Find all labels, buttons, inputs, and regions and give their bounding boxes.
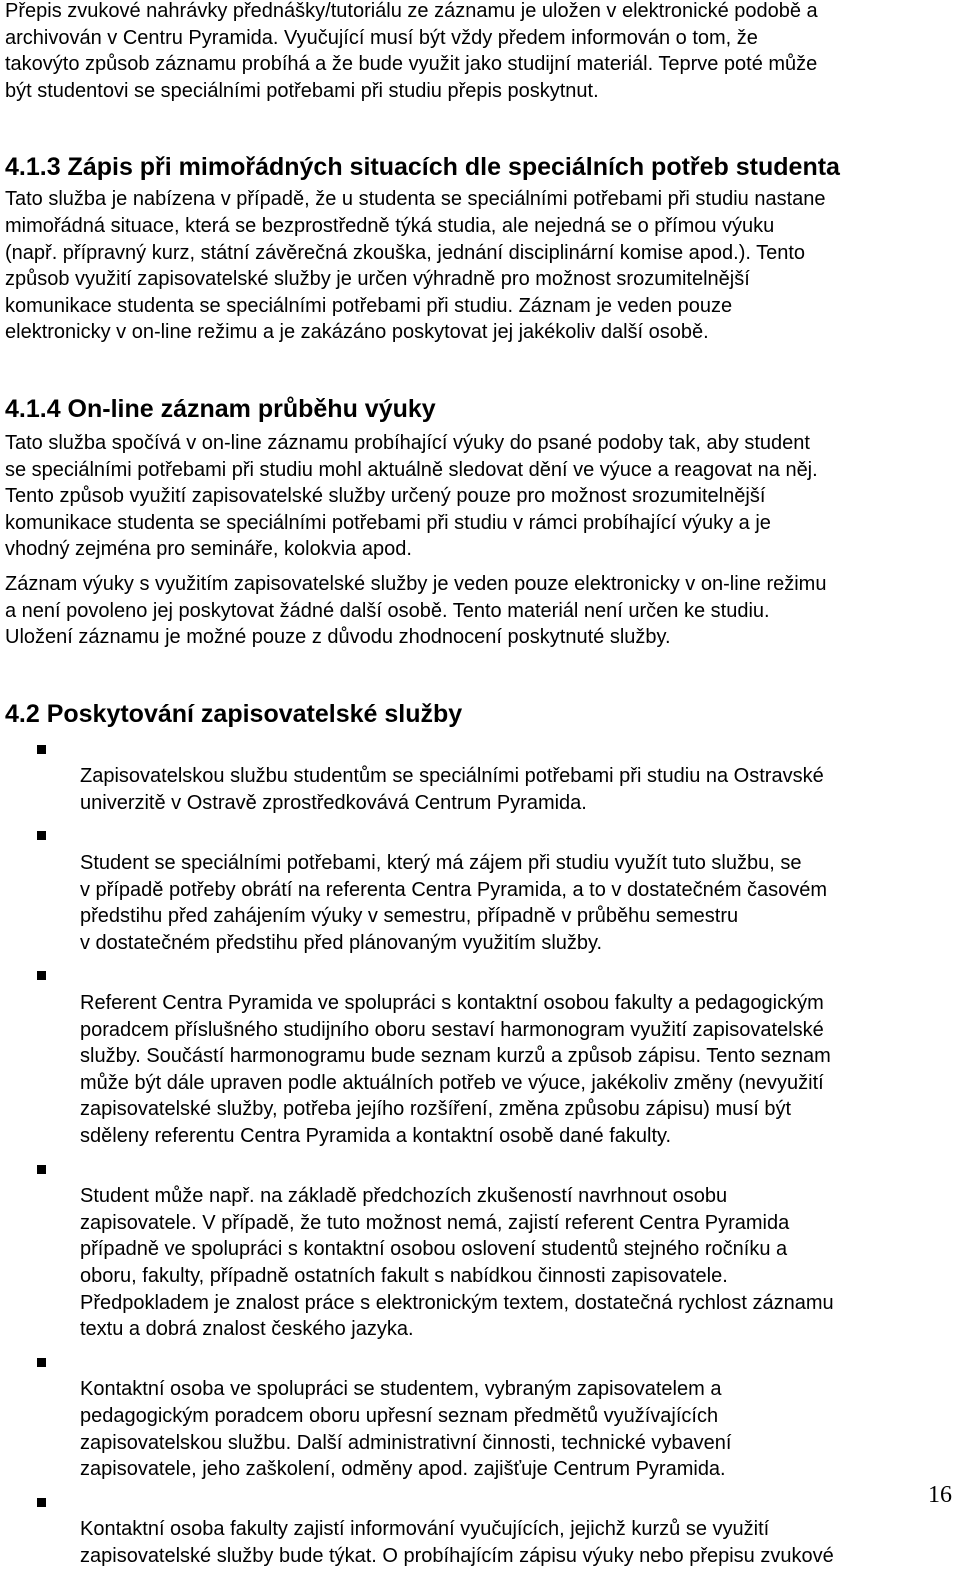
section-4-1-4-paragraph-1: Tato služba spočívá v on-line záznamu probíhající výuky do psané podoby tak, aby student se speciálními potřebami při studiu mohl aktuálně sledovat dění ve výuce a reagovat na něj. Tento způsob využití zapisovatelské služby určený pouze pro možnost srozumitelnější komunikace studenta se speciálními potřebami při studiu v rámci probíhající výuky a je vhodný zejména pro semináře, kolokvia apod. — [5, 431, 818, 561]
list-item — [0, 1490, 960, 1570]
section-4-1-4-paragraph-2: Záznam výuky s využitím zapisovatelské služby je veden pouze elektronicky v on-line režimu a není povoleno jej poskytovat žádné další osobě. Tento materiál není určen ke studiu. Uložení záznamu je možné pouze z důvodu zhodnocení poskytnuté služby. — [5, 572, 827, 649]
square-bullet-icon — [37, 1358, 46, 1367]
list-item — [0, 823, 960, 956]
list-item-text: Zapisovatelskou službu studentům se speciálními potřebami při studiu na Ostravské univerzitě v Ostravě zprostředkovává Centrum Pyramida. — [80, 765, 824, 814]
square-bullet-icon — [37, 1498, 46, 1507]
list-item-text: Kontaktní osoba ve spolupráci se studentem, vybraným zapisovatelem a pedagogickým poradcem oboru upřesní seznam předmětů využívajících zapisovatelskou službu. Další administrativní činnosti, technické vybavení zapisovatele, jeho zaškolení, odměny apod. zajišťuje Centrum Pyramida. — [80, 1378, 732, 1481]
section-heading-4-1-3: 4.1.3 Zápis při mimořádných situacích dle speciálních potřeb studenta — [5, 153, 840, 182]
list-item-text: Referent Centra Pyramida ve spolupráci s kontaktní osobou fakulty a pedagogickým poradcem příslušného studijního oboru sestaví harmonogram využití zapisovatelské služby. Součástí harmonogramu bude seznam kurzů a způsob zápisu. Tento seznam může být dále upraven podle aktuálních potřeb ve výuce, jakékoliv změny (nevyužití zapisovatelské služby, potřeba jejího rozšíření, změna způsobu zápisu) musí být sděleny referentu Centra Pyramida a kontaktní osobě dané fakulty. — [80, 992, 831, 1147]
list-item-text: Kontaktní osoba fakulty zajistí informování vyučujících, jejichž kurzů se využití zapisovatelské služby bude týkat. O probíhajícím zápisu výuky nebo přepisu zvukové — [80, 1518, 834, 1567]
square-bullet-icon — [37, 745, 46, 754]
page-number: 16 — [928, 1482, 952, 1508]
bullet-list — [0, 737, 960, 1570]
intro-paragraph: Přepis zvukové nahrávky přednášky/tutoriálu ze záznamu je uložen v elektronické podobě a archivován v Centru Pyramida. Vyučující musí být vždy předem informován o tom, že takovýto způsob záznamu probíhá a že bude využit jako studijní materiál. Teprve poté může být studentovi se speciálními potřebami při studiu přepis poskytnut. — [5, 0, 818, 102]
list-item-text: Student se speciálními potřebami, který má zájem při studiu využít tuto službu, se v případě potřeby obrátí na referenta Centra Pyramida, a to v dostatečném časovém předstihu před zahájením výuky v semestru, případně v průběhu semestru v dostatečném předstihu před plánovaným využitím služby. — [80, 852, 828, 954]
section-heading-4-2: 4.2 Poskytování zapisovatelské služby — [5, 699, 463, 728]
section-4-1-3-paragraph: Tato služba je nabízena v případě, že u studenta se speciálními potřebami při studiu nastane mimořádná situace, která se bezprostředně týká studia, ale nejedná se o přímou výuku (např. přípravný kurz, státní závěrečná zkouška, jednání disciplinární komise apod.). Tento způsob využití zapisovatelské služby je určen výhradně pro možnost srozumitelnější komunikace studenta se speciálními potřebami při studiu. Záznam je veden pouze elektronicky v on-line režimu a je zakázáno poskytovat jej jakékoliv další osobě. — [5, 188, 826, 344]
list-item — [0, 737, 960, 817]
section-heading-4-1-4: 4.1.4 On-line záznam průběhu výuky — [5, 394, 436, 423]
list-item-text: Student může např. na základě předchozích zkušeností navrhnout osobu zapisovatele. V případě, že tuto možnost nemá, zajistí referent Centra Pyramida případně ve spolupráci s kontaktní osobou oslovení studentů stejného ročníku a oboru, fakulty, případně ostatních fakult s nabídkou činnosti zapisovatele. Předpokladem je znalost práce s elektronickým textem, dostatečná rychlost záznamu textu a dobrá znalost českého jazyka. — [80, 1185, 834, 1341]
list-item — [0, 963, 960, 1149]
list-item — [0, 1350, 960, 1483]
square-bullet-icon — [37, 971, 46, 980]
list-item — [0, 1157, 960, 1343]
square-bullet-icon — [37, 1165, 46, 1174]
square-bullet-icon — [37, 831, 46, 840]
